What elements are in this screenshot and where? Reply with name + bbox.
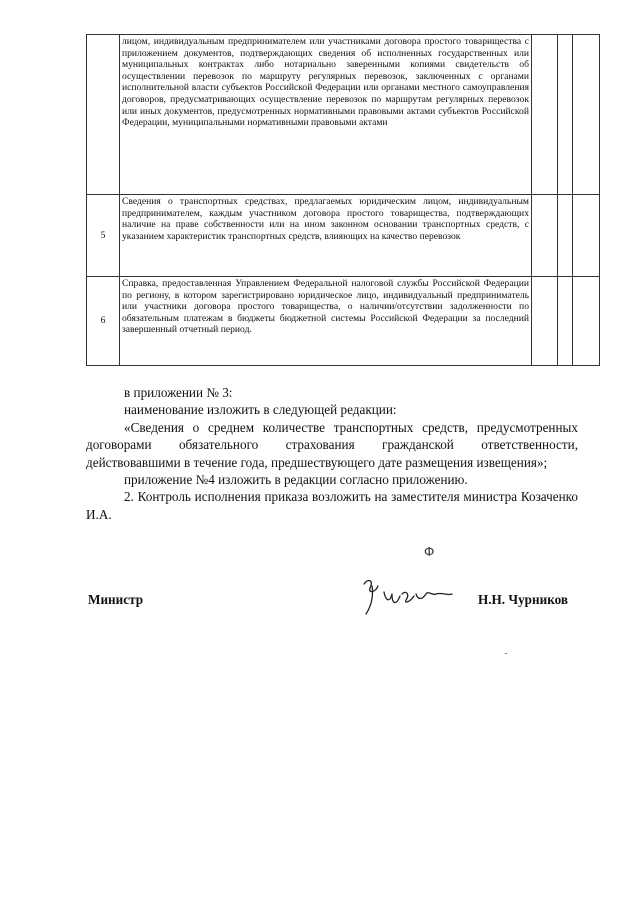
- paragraph: «Сведения о среднем количестве транспортных средств, предусмотренных договорами обязательного страхования гражданской ответственности, действовавшими в течение года, предшествующего дате размещения извещения»;: [86, 419, 578, 470]
- empty-cell: [573, 195, 600, 277]
- minister-title: Министр: [88, 592, 144, 607]
- empty-cell: [558, 277, 573, 366]
- paragraph: приложение №4 изложить в редакции согласно приложению.: [124, 472, 468, 488]
- row-number: [87, 35, 120, 195]
- row-number: 6: [87, 277, 120, 366]
- empty-cell: [532, 195, 558, 277]
- empty-cell: [532, 277, 558, 366]
- empty-cell: [558, 35, 573, 195]
- minister-name: Н.Н. Чурников: [478, 592, 569, 607]
- row-text: лицом, индивидуальным предпринимателем или участниками договора простого товарищества с приложением документов, подтверждающих сведения об исполненных государственных или муниципальных контрактах либо нотариально заверенными копиями свидетельств об осуществлении перевозок по маршруту регулярных перевозок, заключенных с органами исполнительной власти субъектов Российской Федерации или органами местного самоуправления договоров, предусматривающих осуществление перевозок по маршрутам регулярных перевозок или иных документов, предусмотренных нормативными правовыми актами субъектов Российской Федерации, муниципальными нормативными правовыми актами: [120, 35, 532, 195]
- table-row: [87, 277, 600, 366]
- empty-cell: [532, 35, 558, 195]
- paragraph: наименование изложить в следующей редакции:: [124, 402, 397, 418]
- table-row: [87, 35, 600, 195]
- scan-speck: [505, 653, 507, 654]
- requirements-table: [86, 34, 600, 366]
- empty-cell: [573, 277, 600, 366]
- order-body-text: [86, 384, 578, 523]
- empty-cell: [573, 35, 600, 195]
- empty-cell: [558, 195, 573, 277]
- row-text: Справка, предоставленная Управлением Федеральной налоговой службы Российской Федерации по региону, в котором зарегистрировано юридическое лицо, индивидуальный предприниматель или участники договора простого товарищества, о наличии/отсутствии задолженности по обязательным платежам в бюджеты бюджетной системы Российской Федерации за последний завершенный отчетный период.: [120, 277, 532, 366]
- paragraph: в приложении № 3:: [124, 385, 233, 400]
- row-text: Сведения о транспортных средствах, предлагаемых юридическим лицом, индивидуальным предпринимателем, каждым участником договора простого товарищества, подтверждающих наличие на праве собственности или на ином законном основании транспортных средств, с указанием характеристик транспортных средств, влияющих на качество перевозок: [120, 195, 532, 277]
- paragraph: 2. Контроль исполнения приказа возложить на заместителя министра Козаченко И.А.: [86, 489, 578, 522]
- table-row: [87, 195, 600, 277]
- small-mark: Ф: [424, 545, 435, 559]
- row-number: 5: [87, 195, 120, 277]
- handwritten-signature: [356, 572, 456, 622]
